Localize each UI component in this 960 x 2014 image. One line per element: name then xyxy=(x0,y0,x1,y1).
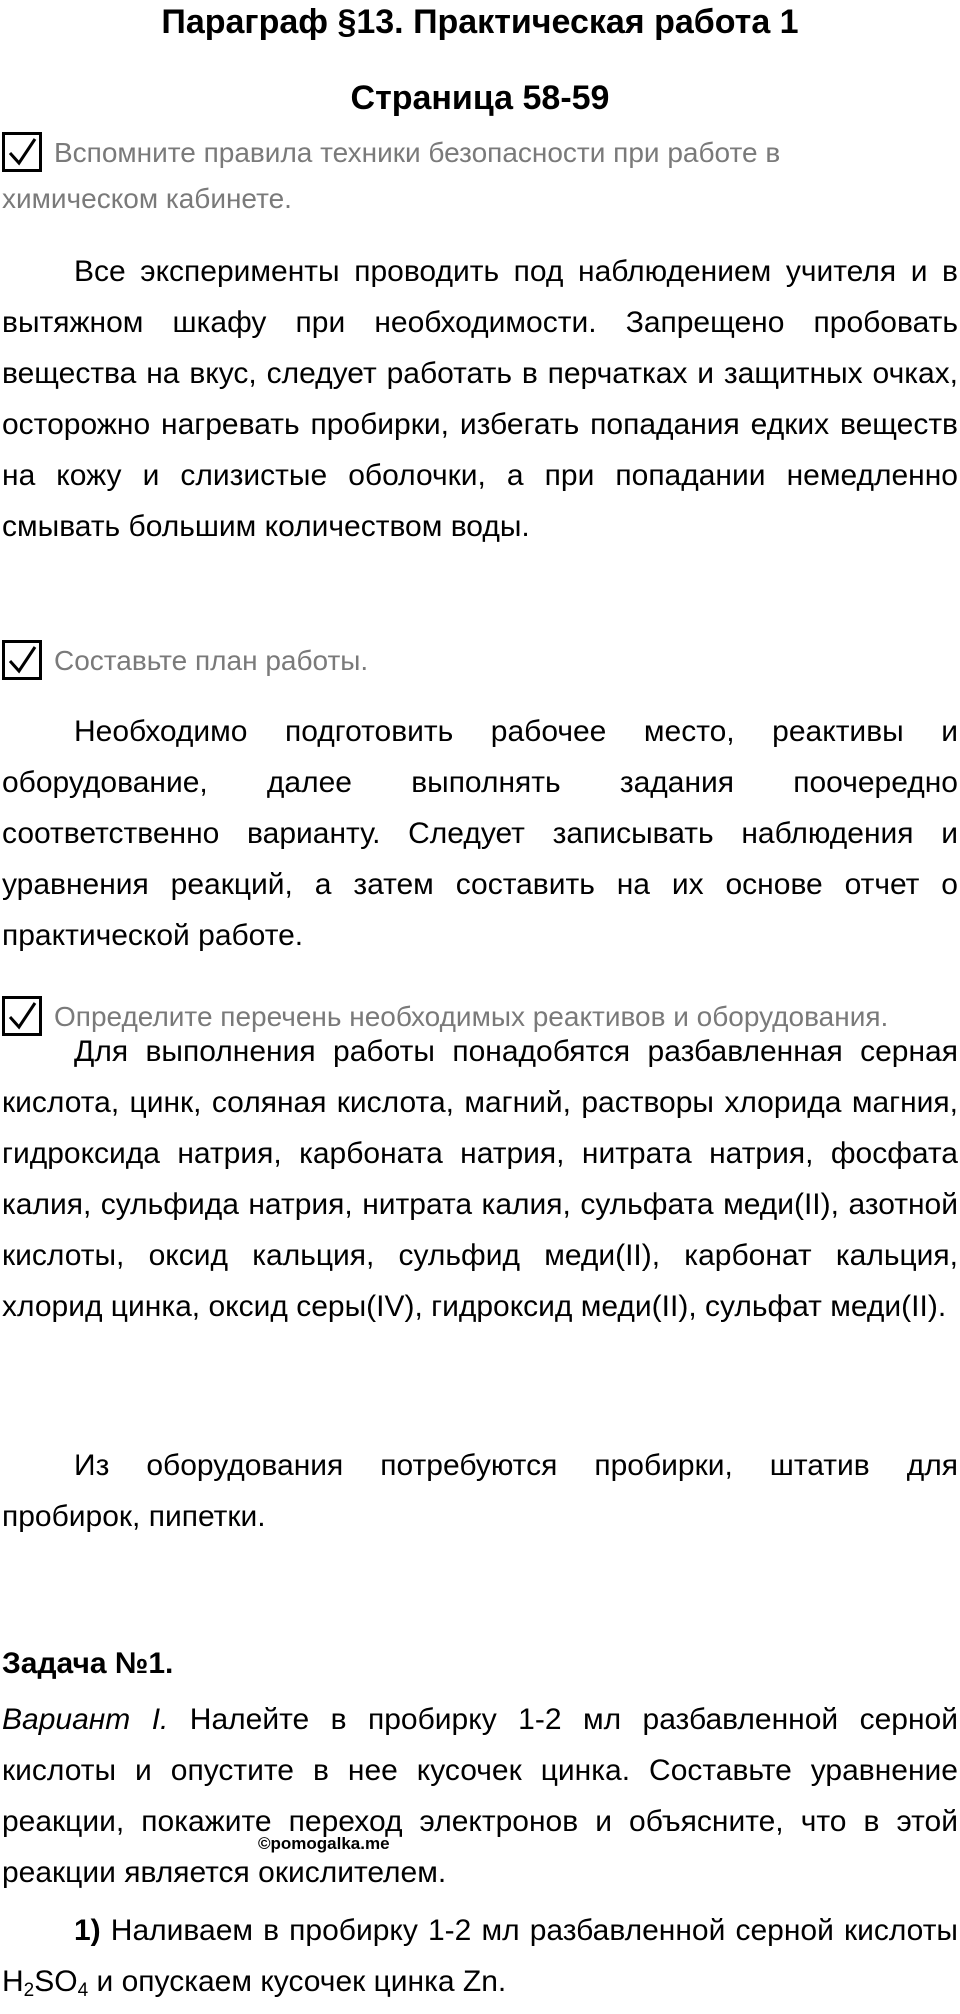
formula-so: SO xyxy=(34,1965,78,1998)
step-1 xyxy=(2,1905,958,2007)
variant-label: Вариант I. xyxy=(2,1703,169,1736)
step-text-b: и опускаем кусочек цинка Zn. xyxy=(88,1965,507,1998)
task-1-answer: Все эксперименты проводить под наблюдением учителя и в вытяжном шкафу при необходимости. Запрещено пробовать вещества на вкус, следует работать в перчатках и защитных очках, осторожно нагревать пробирки, избегать попадания едких веществ на кожу и слизистые оболочки, а при попадании немедленно смывать большим количеством воды. xyxy=(2,255,958,543)
task-2-prompt: Составьте план работы. xyxy=(54,645,369,676)
step-number: 1) xyxy=(74,1914,101,1947)
page-title: Параграф §13. Практическая работа 1 xyxy=(161,3,799,41)
task-3-prompt: Определите перечень необходимых реактивов и оборудования. xyxy=(54,1001,889,1032)
step-text-a: Наливаем в пробирку 1-2 мл разбавленной серной кислоты H xyxy=(2,1914,958,1998)
problem-statement xyxy=(2,1694,958,1898)
checkbox-icon xyxy=(2,640,42,680)
task-1-prompt-line1: Вспомните правила техники безопасности при работе в xyxy=(54,137,781,168)
page-subtitle: Страница 58-59 xyxy=(350,79,610,117)
task-3-answer-reagents: Для выполнения работы понадобятся разбавленная серная кислота, цинк, соляная кислота, магний, растворы хлорида магния, гидроксида натрия, карбоната натрия, нитрата натрия, фосфата калия, сульфида натрия, нитрата калия, сульфата меди(II), азотной кислоты, оксид кальция, сульфид меди(II), карбонат кальция, хлорид цинка, оксид серы(IV), гидроксид меди(II), сульфат меди(II). xyxy=(2,1035,958,1323)
task-1-prompt-line2: химическом кабинете. xyxy=(2,183,292,214)
subscript-2: 2 xyxy=(23,1980,35,2001)
variant-text: Налейте в пробирку 1-2 мл разбавленной серной кислоты и опустите в нее кусочек цинка. Составьте уравнение реакции, покажите переход электронов и объясните, что в этой реакции является окислителем. xyxy=(2,1703,958,1889)
task-3-answer-equipment: Из оборудования потребуются пробирки, штатив для пробирок, пипетки. xyxy=(2,1449,958,1533)
problem-heading: Задача №1. xyxy=(2,1647,174,1680)
subscript-4: 4 xyxy=(77,1980,89,2001)
checkbox-icon xyxy=(2,132,42,172)
watermark: ©pomogalka.me xyxy=(258,1834,390,1853)
task-2-answer: Необходимо подготовить рабочее место, реактивы и оборудование, далее выполнять задания поочередно соответственно варианту. Следует записывать наблюдения и уравнения реакций, а затем составить на их основе отчет о практической работе. xyxy=(2,715,958,952)
